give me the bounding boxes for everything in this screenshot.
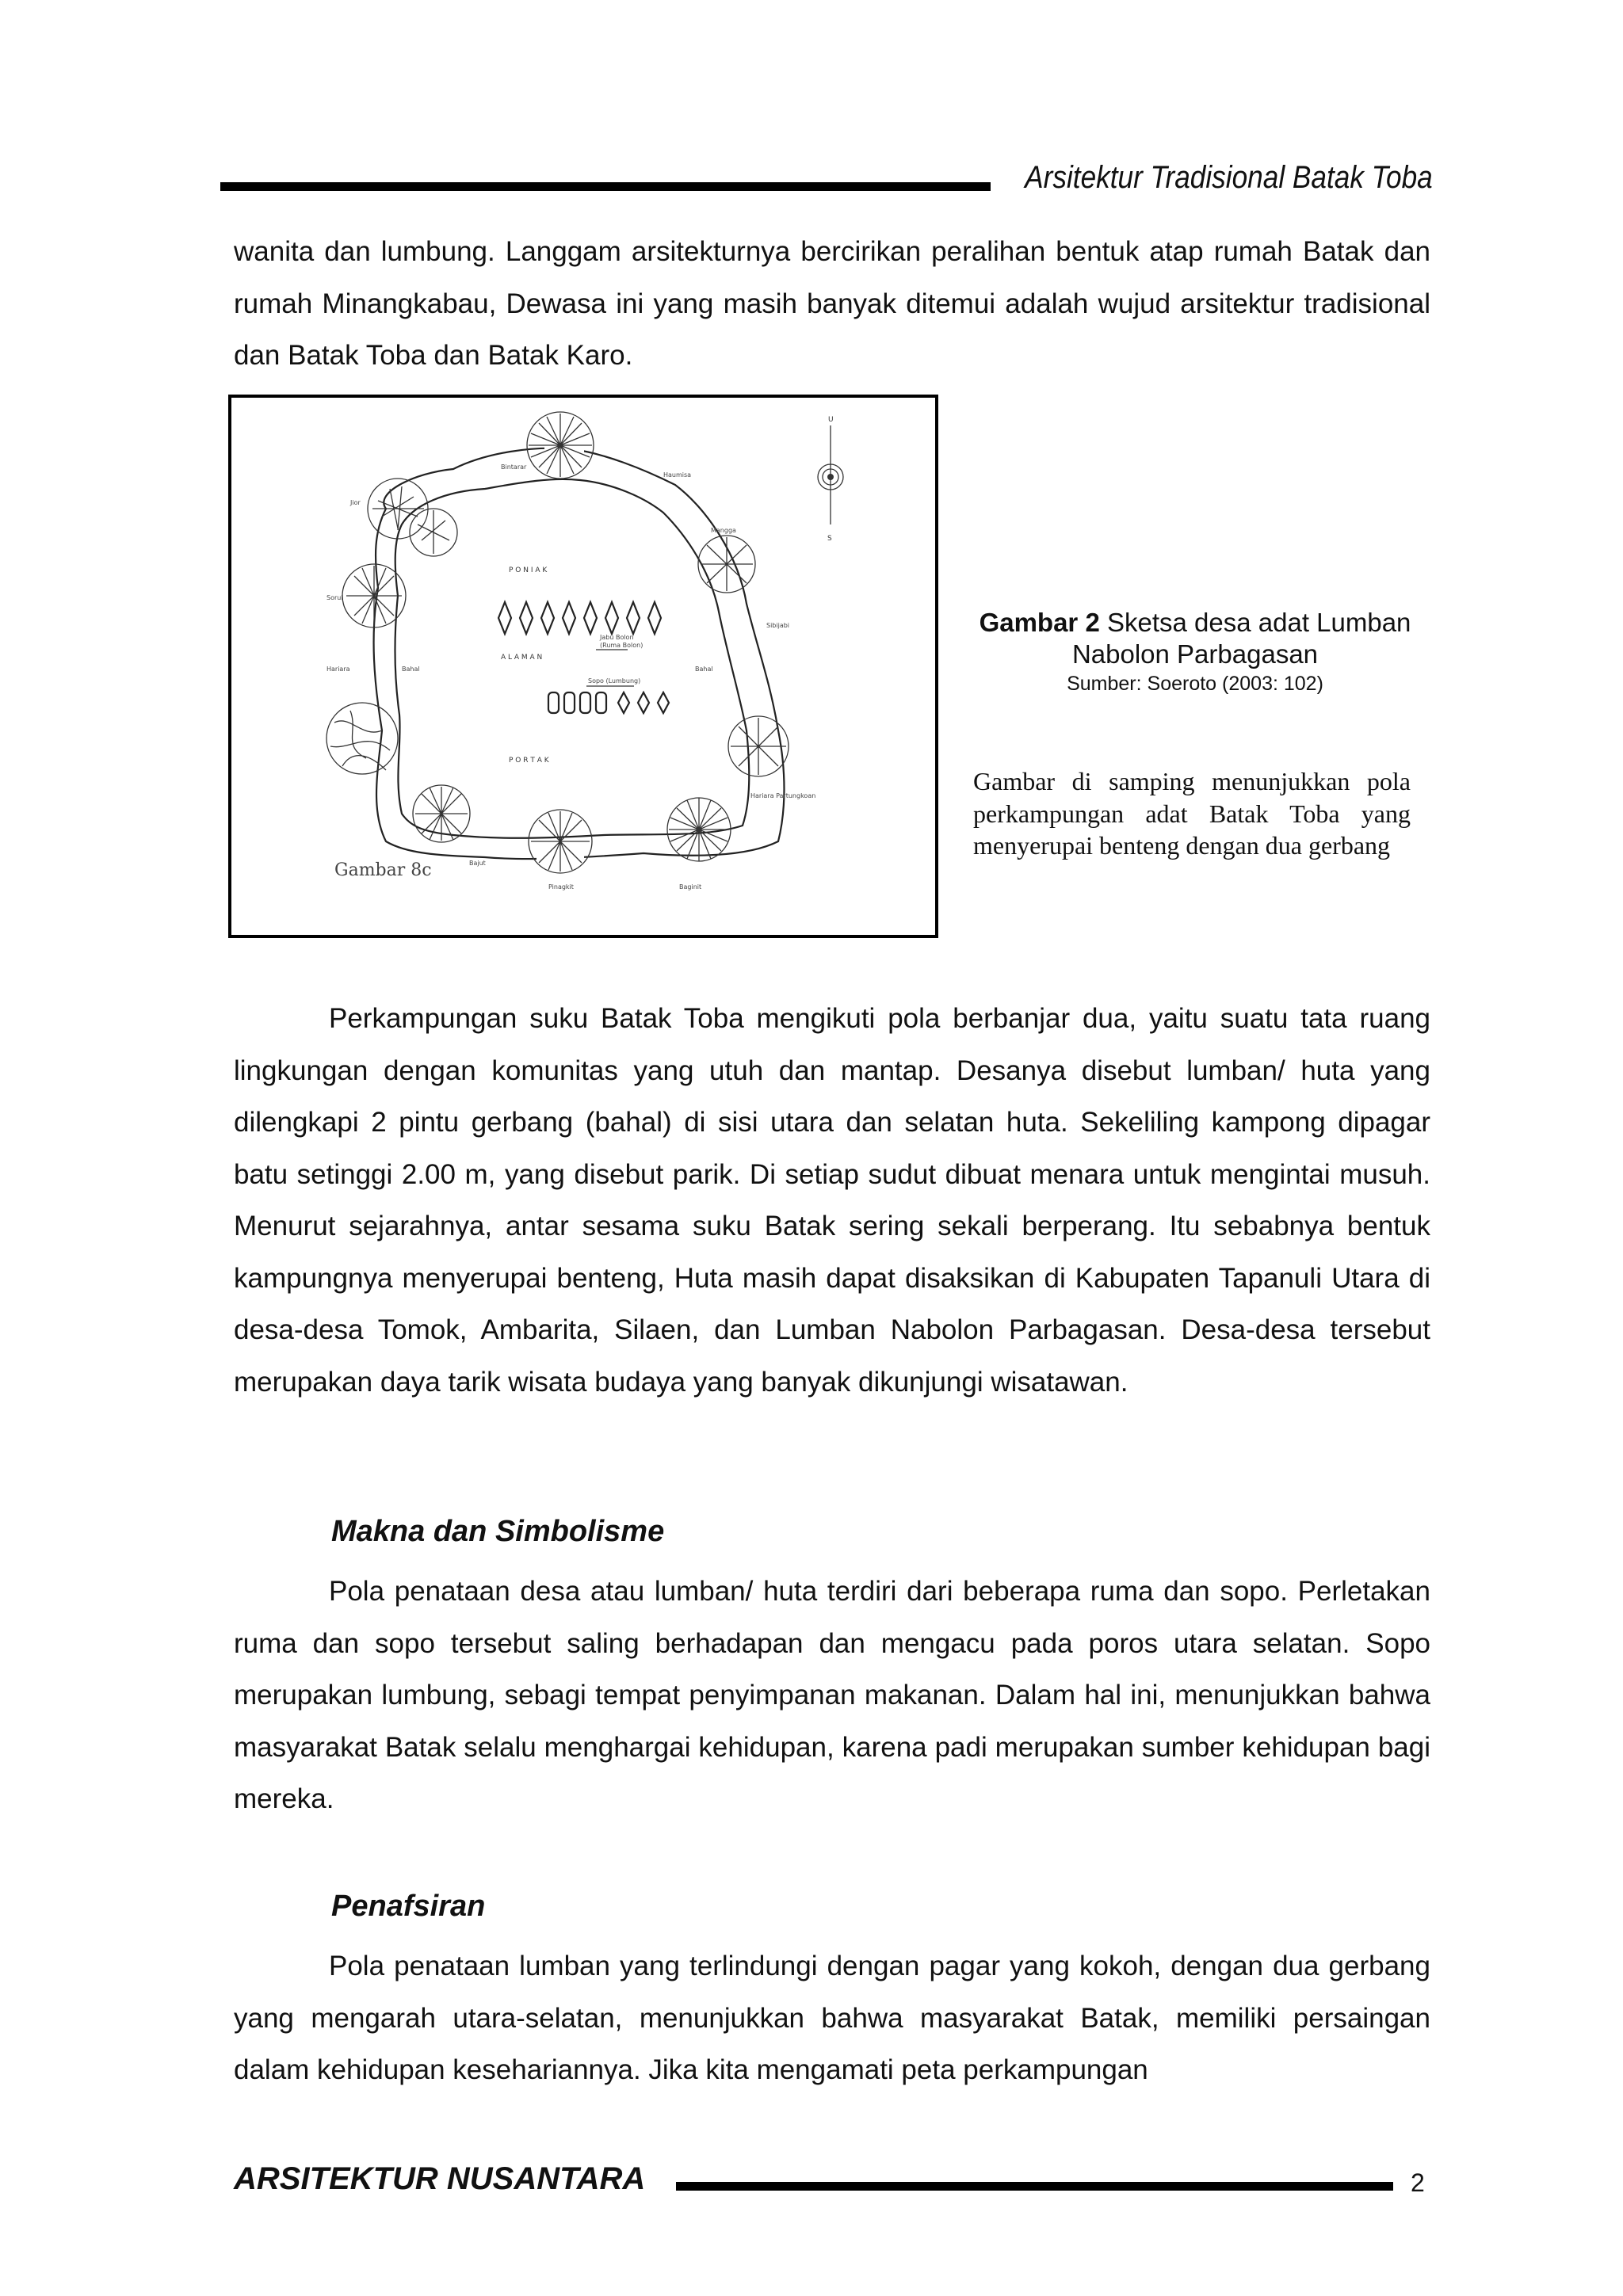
figure-caption [973, 607, 1417, 697]
ruma-row [498, 602, 661, 634]
row-label-poniak: P O N I A K [509, 566, 548, 574]
tag-2: Jior [350, 499, 361, 506]
paragraph-settlement: Perkampungan suku Batak Toba mengikuti pola berbanjar dua, yaitu suatu tata ruang lingkungan dengan komunitas yang utuh dan mantap. Desanya disebut lumban/ huta yang dilengkapi 2 pintu gerbang (bahal) di sisi utara dan selatan huta. Sekeliling kampong dipagar batu setinggi 2.00 m, yang disebut parik. Di setiap sudut dibuat menara untuk mengintai musuh. Menurut sejarahnya, antar sesama suku Batak sering sekali berperang. Itu sebabnya bentuk kampungnya menyerupai benteng, Huta masih dapat disaksikan di Kabupaten Tapanuli Utara di desa-desa Tomok, Ambarita, Silaen, dan Lumban Nabolon Parbagasan. Desa-desa tersebut merupakan daya tarik wisata budaya yang banyak dikunjungi wisatawan. [234, 1003, 1430, 1398]
section-heading-penafsiran: Penafsiran [331, 1890, 486, 1923]
tag-4: Sorul [327, 594, 343, 601]
tag-9: Bajut [469, 860, 486, 867]
intro-paragraph: wanita dan lumbung. Langgam arsitekturnya bercirikan peralihan bentuk atap rumah Batak dan rumah Minangkabau, Dewasa ini yang masih banyak ditemui adalah wujud arsitektur tradisional dan Batak Toba dan Batak Karo. [234, 236, 1430, 371]
row-label-portak: P O R T A K [509, 757, 549, 765]
footer-title: ARSITEKTUR NUSANTARA [234, 2161, 646, 2196]
tag-12: Sibijabi [766, 622, 790, 629]
caption-number: Gambar 2 [979, 608, 1100, 637]
section-body-penafsiran: Pola penataan lumban yang terlindungi dengan pagar yang kokoh, dengan dua gerbang yang mengarah utara-selatan, menunjukkan bahwa masyarakat Batak, memiliki persaingan dalam kehidupan kesehariannya. Jika kita mengamati peta perkampungan [234, 1951, 1430, 2085]
tag-5: Hariara [327, 666, 350, 673]
tag-1: Haumisa [663, 471, 692, 479]
tag-8: Hariara Partungkoan [750, 792, 816, 799]
tag-0: Bintarar [501, 463, 527, 471]
page-number: 2 [1411, 2168, 1425, 2197]
tag-3: Mangga [711, 527, 736, 534]
caption-source: Sumber: Soeroto (2003: 102) [1067, 673, 1323, 695]
section-heading-makna: Makna dan Simbolisme [331, 1515, 665, 1548]
figure-side-note: Gambar di samping menunjukkan pola perkampungan adat Batak Toba yang menyerupai benteng dengan dua gerbang [973, 767, 1411, 860]
caption-title [973, 607, 1417, 670]
label-ruma-bolon: (Ruma Bolon) [600, 642, 643, 649]
tag-11: Baginit [679, 883, 702, 891]
compass-icon [818, 416, 843, 543]
label-sopo: Sopo (Lumbung) [588, 677, 641, 685]
header-rule [220, 182, 991, 191]
svg-text:S: S [827, 535, 832, 543]
tag-6: Bahal [402, 666, 420, 673]
sopo-row [548, 692, 669, 713]
section-body-makna: Pola penataan desa atau lumban/ huta terdiri dari beberapa ruma dan sopo. Perletakan ruma dan sopo tersebut saling berhadapan dan mengacu pada poros utara selatan. Sopo merupakan lumbung, sebagi tempat penyimpanan makanan. Dalam hal ini, menunjukkan bahwa masyarakat Batak selalu menghargai kehidupan, karena padi merupakan sumber kehidupan bagi mereka. [234, 1576, 1430, 1814]
tag-10: Pinagkit [548, 883, 574, 891]
running-header: Arsitektur Tradisional Batak Toba [1025, 160, 1433, 195]
caption-text: Sketsa desa adat Lumban Nabolon Parbagasan [1071, 608, 1411, 669]
footer-rule [676, 2182, 1393, 2191]
village-sketch [231, 398, 935, 935]
row-label-alaman: A L A M A N [501, 654, 543, 662]
village-sketch-figure [228, 395, 938, 938]
sketch-figure-label: Gambar 8c [334, 860, 432, 880]
tag-7: Bahal [695, 666, 713, 673]
svg-text:U: U [828, 416, 834, 424]
label-jabu-bolon: Jabu Bolon [600, 634, 634, 641]
